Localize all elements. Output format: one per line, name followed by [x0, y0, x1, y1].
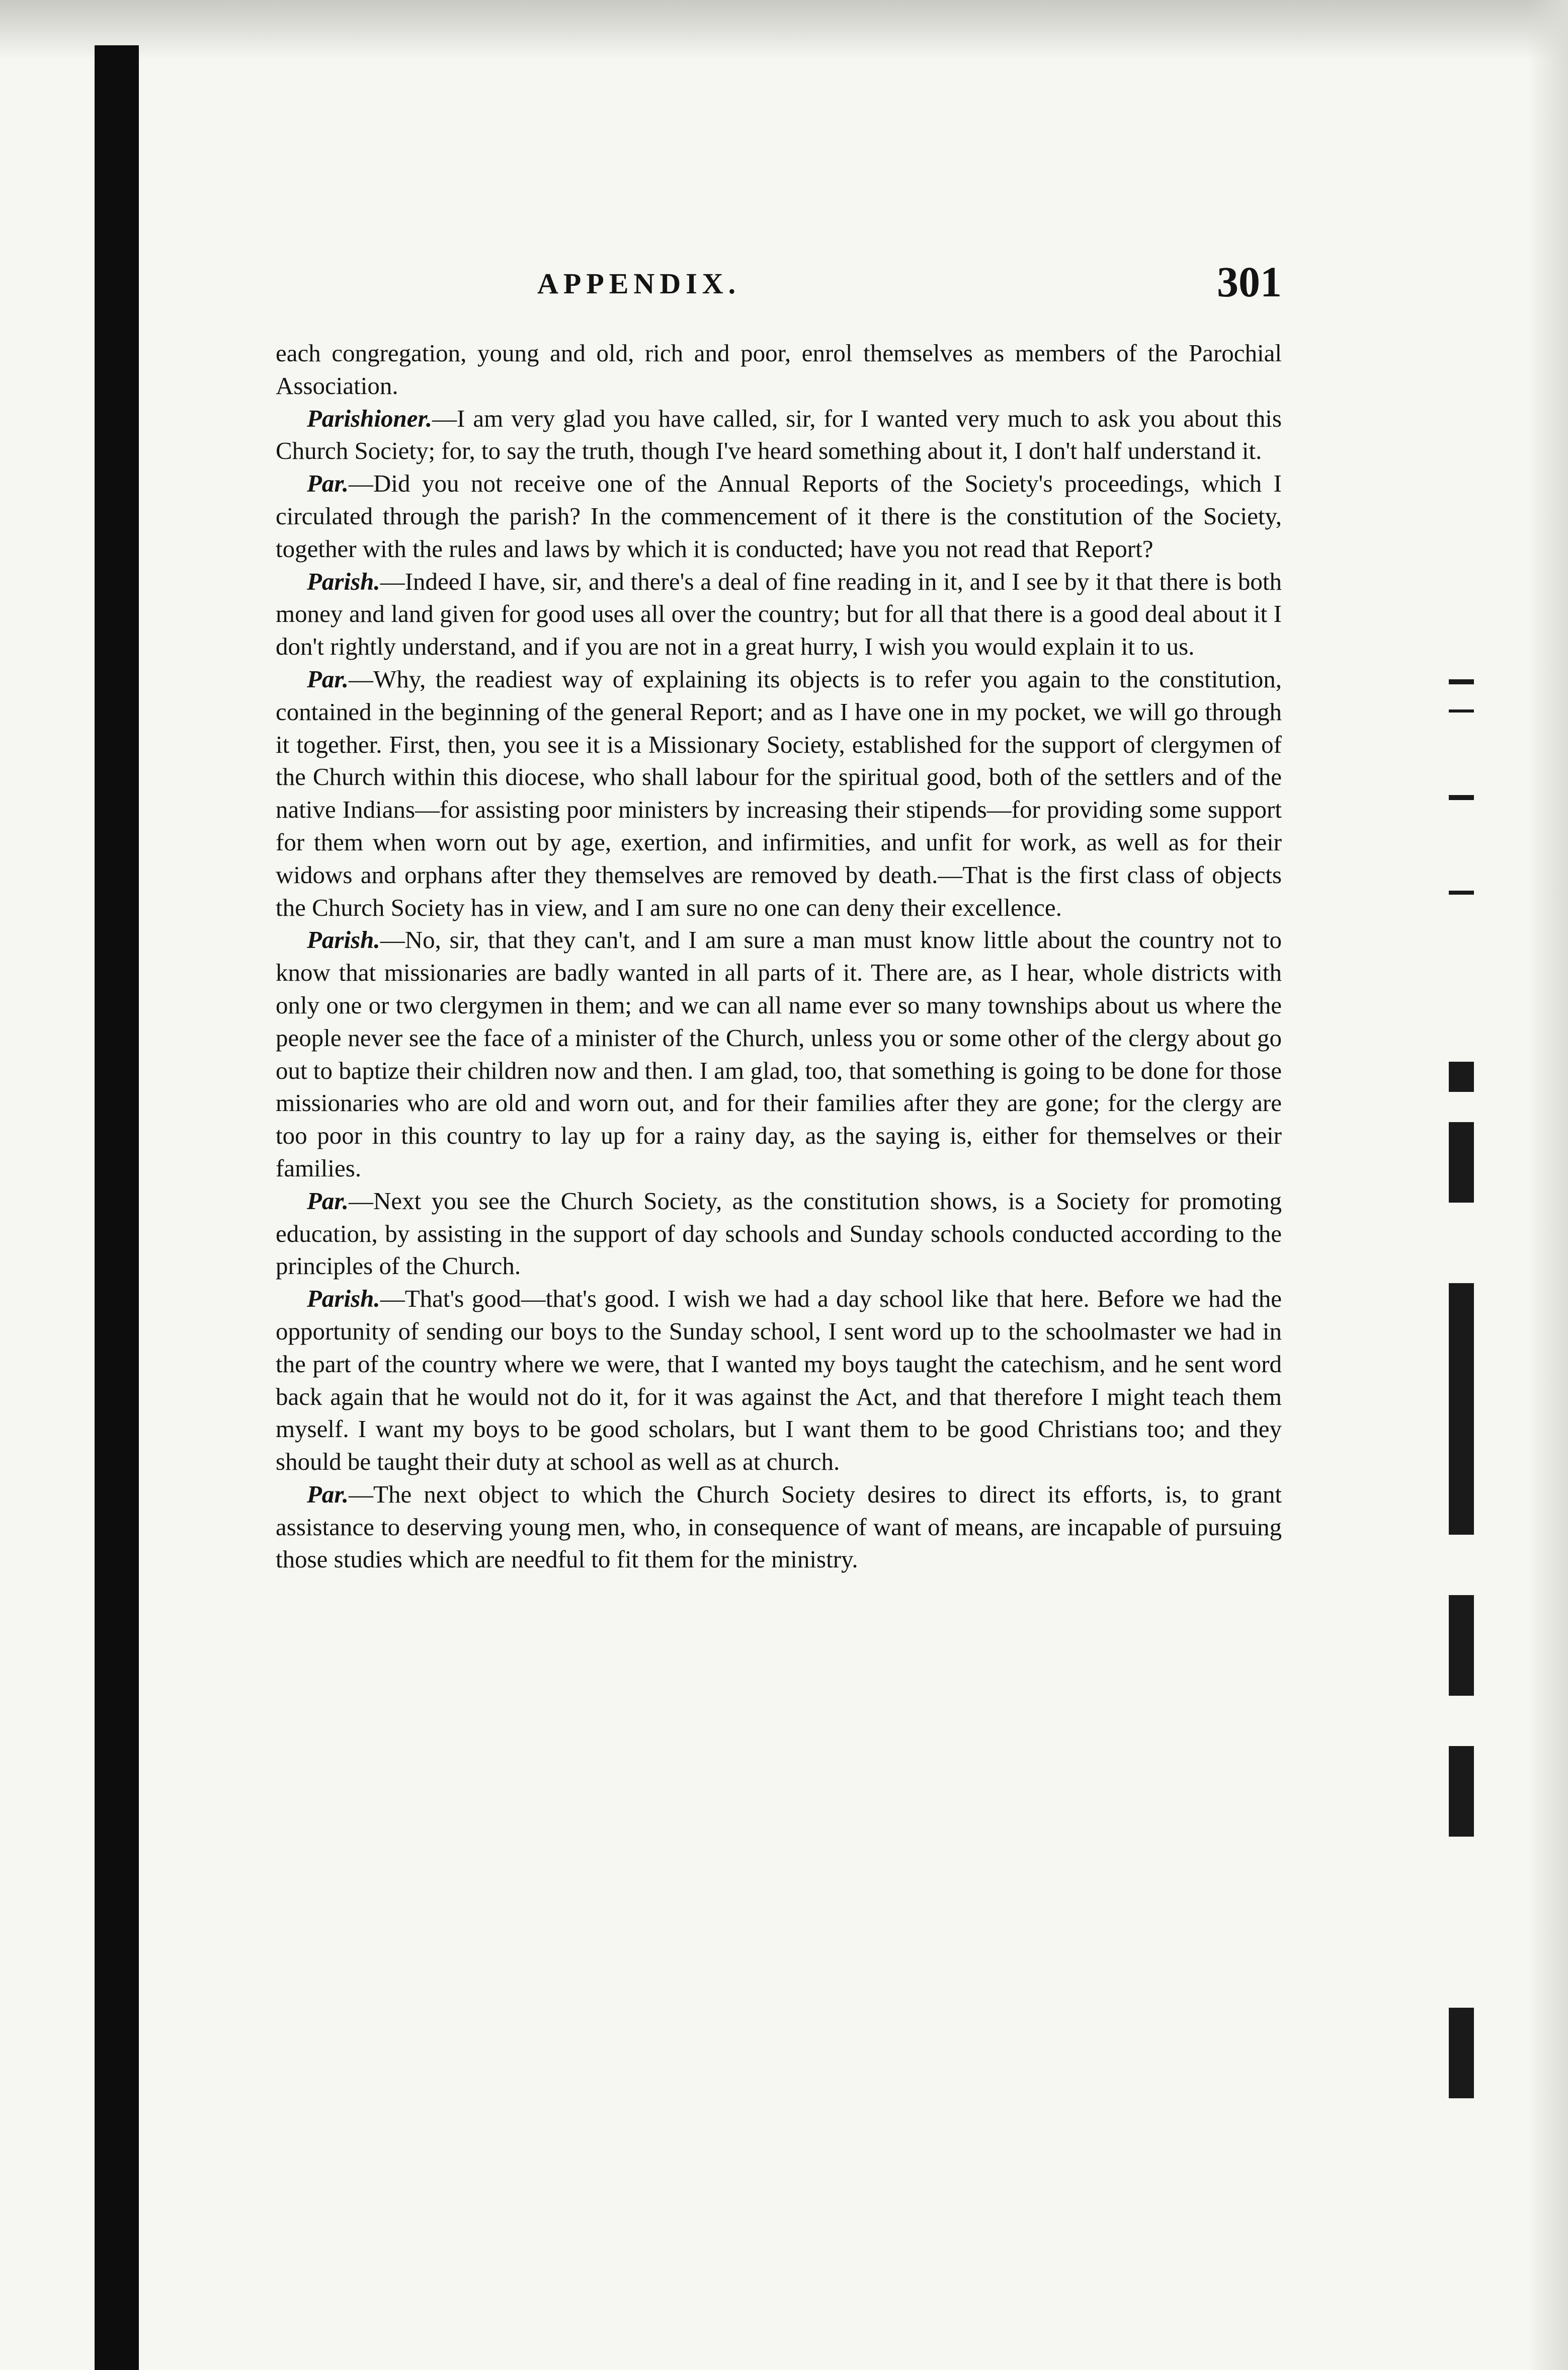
page-top-shadow — [0, 0, 1568, 60]
page-number: 301 — [1217, 258, 1282, 306]
paragraph-text: —Indeed I have, sir, and there's a deal of fine reading in it, and I see by it that there is both money and land given for good uses all over the country; but for all that there is a good deal about it I don't rightly understand, and if you are not in a great hurry, I wish you would explain it to us. — [276, 567, 1282, 661]
margin-mark — [1449, 679, 1474, 684]
paragraph — [276, 1185, 1282, 1283]
speaker-name: Parishioner. — [307, 404, 433, 432]
paragraph-text: each congregation, young and old, rich and poor, enrol themselves as members of the Parochial Association. — [276, 339, 1282, 400]
margin-mark — [1449, 795, 1474, 800]
running-head-title: APPENDIX. — [537, 267, 741, 300]
paragraph-text: —That's good—that's good. I wish we had a day school like that here. Before we had the opportunity of sending our boys to the Sunday school, I sent word up to the schoolmaster we had in the part of the country where we were, that I wanted my boys taught the catechism, and he sent word back again that he would not do it, for it was against the Act, and that therefore I might teach them myself. I want my boys to be good scholars, but I want them to be good Christians too; and they should be taught their duty at school as well as at church. — [276, 1285, 1282, 1476]
running-head — [276, 257, 1282, 337]
speaker-name: Parish. — [307, 567, 380, 595]
margin-mark — [1449, 1062, 1474, 1092]
paragraph-text: —Next you see the Church Society, as the constitution shows, is a Society for promoting education, by assisting in the support of day schools and Sunday schools conducted according to the principles of the Church. — [276, 1187, 1282, 1280]
speaker-name: Par. — [307, 1187, 349, 1215]
margin-mark — [1449, 709, 1474, 713]
margin-mark — [1449, 2008, 1474, 2098]
paragraph — [276, 467, 1282, 565]
paragraph — [276, 663, 1282, 924]
margin-mark — [1449, 1283, 1474, 1535]
body-text — [276, 337, 1282, 1576]
margin-mark — [1449, 1122, 1474, 1203]
speaker-name: Par. — [307, 665, 349, 693]
margin-mark — [1449, 1746, 1474, 1837]
paragraph-text: —No, sir, that they can't, and I am sure a man must know little about the country not to know that missionaries are badly wanted in all parts of it. There are, as I hear, whole districts with only one or two clergymen in them; and we can all name ever so many townships about us where the people never see the face of a minister of the Church, unless you or some other of the clergy about go out to baptize their children now and then. I am glad, too, that something is going to be done for those missionaries who are old and worn out, and for their families after they are gone; for the clergy are too poor in this country to lay up for a rainy day, as the saying is, either for themselves or their families. — [276, 926, 1282, 1182]
speaker-name: Par. — [307, 469, 349, 498]
margin-mark — [1449, 1595, 1474, 1696]
paragraph — [276, 1283, 1282, 1478]
paragraph — [276, 1478, 1282, 1576]
page-right-shadow — [1528, 0, 1568, 2370]
speaker-name: Par. — [307, 1480, 349, 1508]
paragraph — [276, 924, 1282, 1184]
paragraph-text: —The next object to which the Church Society desires to direct its efforts, is, to grant assistance to deserving young men, who, in consequence of want of means, are incapable of pursuing those studies which are needful to fit them for the ministry. — [276, 1480, 1282, 1573]
margin-registration-marks — [1449, 679, 1479, 2189]
paragraph-text: —Did you not receive one of the Annual Reports of the Society's proceedings, which I circulated through the parish? In the commencement of it there is the constitution of the Society, together with the rules and laws by which it is conducted; have you not read that Report? — [276, 469, 1282, 563]
book-page — [276, 257, 1282, 1576]
paragraph-text: —Why, the readiest way of explaining its objects is to refer you again to the constitution, contained in the beginning of the general Report; and as I have one in my pocket, we will go through it together. First, then, you see it is a Missionary Society, established for the support of clergymen of the Church within this diocese, who shall labour for the spiritual good, both of the settlers and of the native Indians—for assisting poor ministers by increasing their stipends—for providing some support for them when worn out by age, exertion, and infirmities, and unfit for work, as well as for their widows and orphans after they themselves are removed by death.—That is the first class of objects the Church Society has in view, and I am sure no one can deny their excellence. — [276, 665, 1282, 921]
paragraph — [276, 566, 1282, 663]
speaker-name: Parish. — [307, 1285, 380, 1313]
paragraph-text: —I am very glad you have called, sir, for I wanted very much to ask you about this Church Society; for, to say the truth, though I've heard something about it, I don't half understand it. — [276, 404, 1282, 465]
paragraph — [276, 337, 1282, 403]
margin-mark — [1449, 891, 1474, 895]
book-binding-edge — [95, 45, 139, 2370]
paragraph — [276, 403, 1282, 468]
speaker-name: Parish. — [307, 926, 380, 954]
